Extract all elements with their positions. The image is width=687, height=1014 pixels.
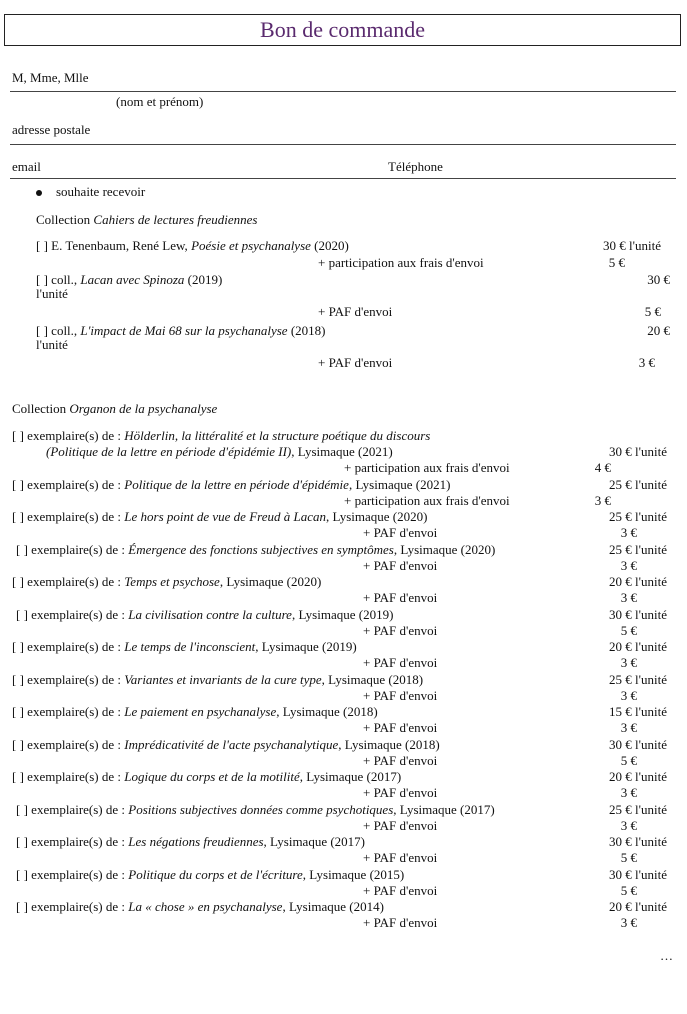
item-price: 15 € l'unité (609, 704, 667, 719)
civility-label: M, Mme, Mlle (12, 70, 89, 85)
item-price: 30 € (647, 272, 670, 287)
shipping-label: + PAF d'envoi (318, 355, 393, 370)
item-title: La civilisation contre la culture (128, 606, 292, 622)
order-row-continued (46, 444, 393, 460)
order-row (16, 899, 384, 915)
item-price: 20 € l'unité (609, 769, 667, 784)
shipping-label: + PAF d'envoi (363, 882, 438, 898)
collection1-name: Cahiers de lectures freudiennes (93, 212, 258, 227)
item-price: 25 € l'unité (609, 509, 667, 524)
item-prefix: exemplaire(s) de : (23, 671, 125, 687)
bullet-icon (36, 190, 42, 196)
address-line[interactable] (10, 144, 676, 145)
order-row (16, 867, 404, 883)
item-title: Le temps de l'inconscient (124, 639, 256, 654)
item-title: La « chose » en psychanalyse (128, 899, 283, 914)
item-prefix: exemplaire(s) de : (27, 541, 129, 557)
item-prefix: exemplaire(s) de : (23, 574, 125, 589)
item-title: Temps et psychose (124, 574, 220, 589)
quantity-field[interactable]: [ ] (12, 736, 24, 752)
item-publisher: , Lysimaque (2018) (338, 736, 440, 752)
item-publisher: (2020) (310, 238, 349, 253)
shipping-price: 3 € (620, 687, 637, 703)
item-prefix: exemplaire(s) de : (27, 801, 129, 817)
quantity-field[interactable]: [ ] (12, 476, 24, 492)
shipping-label: + PAF d'envoi (363, 525, 438, 540)
item-price: 25 € l'unité (609, 671, 667, 687)
email-label: email (12, 159, 41, 174)
collection2-heading: Collection Organon de la psychanalyse (12, 401, 218, 416)
shipping-label: + PAF d'envoi (363, 785, 438, 800)
shipping-price: 5 € (608, 255, 625, 270)
shipping-label: + PAF d'envoi (363, 817, 438, 833)
shipping-price: 3 € (620, 785, 637, 800)
item-price: 30 € l'unité (609, 736, 667, 752)
item-title: Politique de la lettre en période d'épidémie (124, 476, 349, 492)
item-publisher: , Lysimaque (2019) (291, 606, 394, 622)
item-publisher: , Lysimaque (2017) (263, 834, 366, 849)
item-subtitle: (Politique de la lettre en période d'épidémie II) (46, 444, 292, 459)
item-prefix: exemplaire(s) de : (23, 428, 125, 443)
item-publisher: , Lysimaque (2020) (393, 541, 496, 557)
item-price: 30 € l'unité (609, 866, 667, 882)
shipping-label: + participation aux frais d'envoi (318, 255, 484, 270)
shipping-price: 3 € (620, 915, 637, 930)
order-row (12, 737, 440, 753)
shipping-price: 5 € (644, 304, 661, 319)
wish-row (36, 184, 145, 200)
quantity-field[interactable]: [ ] (16, 801, 28, 817)
order-row (16, 542, 495, 558)
item-prefix: exemplaire(s) de : (27, 606, 129, 622)
order-row (12, 428, 430, 444)
order-row (12, 769, 401, 785)
item-price: 20 € l'unité (609, 899, 667, 914)
title-box (4, 14, 681, 46)
shipping-label: + PAF d'envoi (363, 850, 438, 865)
quantity-field[interactable]: [ ] (12, 574, 24, 589)
item-price: 25 € l'unité (609, 541, 667, 557)
shipping-label: + PAF d'envoi (363, 655, 438, 670)
item-prefix: exemplaire(s) de : (27, 866, 129, 882)
item-title: Le hors point de vue de Freud à Lacan (124, 509, 326, 524)
item-publisher: , Lysimaque (2020) (219, 574, 322, 589)
collection2-name: Organon de la psychanalyse (69, 401, 218, 416)
item-publisher: , Lysimaque (2015) (302, 866, 405, 882)
item-price: 30 € l'unité (609, 444, 667, 459)
item-price: 20 € l'unité (609, 574, 667, 589)
order-row (12, 672, 423, 688)
order-row (16, 607, 393, 623)
quantity-field[interactable]: [ ] (36, 238, 48, 253)
item-prefix: exemplaire(s) de : (23, 509, 125, 524)
item-prefix: exemplaire(s) de : (23, 476, 125, 492)
item-price: 30 € l'unité (609, 834, 667, 849)
item-publisher: , Lysimaque (2021) (291, 444, 393, 459)
item-prefix: exemplaire(s) de : (23, 736, 125, 752)
shipping-price: 5 € (620, 622, 637, 638)
item-prefix: exemplaire(s) de : (23, 704, 125, 719)
item-publisher: , Lysimaque (2017) (393, 801, 495, 817)
quantity-field[interactable]: [ ] (12, 704, 24, 719)
wish-label: souhaite recevoir (56, 184, 146, 199)
quantity-field[interactable]: [ ] (12, 509, 24, 524)
shipping-label: + PAF d'envoi (363, 687, 438, 703)
order-row (12, 477, 450, 493)
item-title: L'impact de Mai 68 sur la psychanalyse (80, 323, 288, 338)
item-price: 20 € (647, 323, 670, 338)
shipping-price: 4 € (594, 460, 611, 475)
quantity-field[interactable]: [ ] (16, 866, 28, 882)
item-price: 30 € l'unité (609, 606, 667, 622)
item-title: Lacan avec Spinoza (80, 272, 185, 287)
shipping-price: 5 € (620, 850, 637, 865)
item-title: Logique du corps et de la motilité (124, 769, 300, 784)
item-price: 25 € l'unité (609, 801, 667, 817)
collection1-heading: Collection Cahiers de lectures freudiennes (36, 212, 258, 227)
shipping-price: 3 € (620, 590, 637, 605)
item-publisher: , Lysimaque (2014) (282, 899, 384, 914)
shipping-price: 3 € (594, 492, 611, 508)
quantity-field[interactable]: [ ] (16, 606, 28, 622)
quantity-field[interactable]: [ ] (16, 541, 28, 557)
item-author: coll., (47, 272, 81, 287)
item-publisher: , Lysimaque (2018) (276, 704, 378, 719)
order-row (36, 238, 349, 254)
item-title: Variantes et invariants de la cure type (124, 671, 322, 687)
order-row (36, 323, 326, 339)
order-row (12, 509, 427, 525)
shipping-price: 5 € (620, 752, 637, 768)
quantity-field[interactable]: [ ] (12, 671, 24, 687)
item-title: Politique du corps et de l'écriture (128, 866, 303, 882)
quantity-field[interactable]: [ ] (12, 428, 24, 443)
item-prefix: exemplaire(s) de : (27, 899, 129, 914)
shipping-label: + PAF d'envoi (363, 752, 438, 768)
item-author: coll., (47, 323, 81, 338)
shipping-label: + PAF d'envoi (318, 304, 393, 319)
order-row (16, 802, 495, 818)
item-publisher: , Lysimaque (2019) (255, 639, 357, 654)
shipping-price: 5 € (620, 882, 637, 898)
item-prefix: exemplaire(s) de : (23, 769, 125, 784)
item-price: 30 € l'unité (603, 238, 661, 253)
item-publisher: , Lysimaque (2021) (348, 476, 451, 492)
shipping-label: + participation aux frais d'envoi (344, 460, 510, 475)
shipping-label: + PAF d'envoi (363, 720, 438, 735)
shipping-label: + participation aux frais d'envoi (344, 492, 510, 508)
shipping-price: 3 € (620, 655, 637, 670)
shipping-price: 3 € (620, 817, 637, 833)
item-publisher: , Lysimaque (2020) (325, 509, 428, 524)
order-row (16, 834, 365, 850)
shipping-price: 3 € (620, 557, 637, 573)
item-title: Hölderlin, la littéralité et la structure poétique du discours (124, 428, 431, 443)
continuation-mark: … (660, 948, 673, 963)
quantity-field[interactable]: [ ] (16, 899, 28, 914)
name-hint: (nom et prénom) (116, 94, 204, 109)
item-title: Les négations freudiennes (128, 834, 264, 849)
shipping-label: + PAF d'envoi (363, 915, 438, 930)
shipping-price: 3 € (620, 720, 637, 735)
item-author: E. Tenenbaum, René Lew, (47, 238, 192, 253)
quantity-field[interactable]: [ ] (36, 323, 48, 338)
item-price: 25 € l'unité (609, 476, 667, 492)
item-title: Positions subjectives données comme psychotiques (128, 801, 394, 817)
quantity-field[interactable]: [ ] (36, 272, 48, 287)
item-publisher: , Lysimaque (2017) (299, 769, 402, 784)
shipping-price: 3 € (638, 355, 655, 370)
item-title: Le paiement en psychanalyse (124, 704, 277, 719)
shipping-label: + PAF d'envoi (363, 590, 438, 605)
item-publisher: , Lysimaque (2018) (321, 671, 424, 687)
phone-label: Téléphone (388, 159, 443, 174)
item-prefix: exemplaire(s) de : (27, 834, 129, 849)
item-price: 20 € l'unité (609, 639, 667, 654)
item-price-unit: l'unité (36, 337, 68, 352)
order-row (12, 574, 321, 590)
address-label: adresse postale (12, 122, 91, 137)
name-line[interactable] (10, 91, 676, 92)
quantity-field[interactable]: [ ] (12, 769, 24, 784)
quantity-field[interactable]: [ ] (12, 639, 24, 654)
order-row (12, 639, 357, 655)
order-row (12, 704, 378, 720)
quantity-field[interactable]: [ ] (16, 834, 28, 849)
item-publisher: (2019) (184, 272, 223, 287)
shipping-label: + PAF d'envoi (363, 622, 438, 638)
item-publisher: (2018) (287, 323, 326, 338)
item-prefix: exemplaire(s) de : (23, 639, 125, 654)
item-price-unit: l'unité (36, 286, 68, 301)
shipping-price: 3 € (620, 525, 637, 540)
item-title: Poésie et psychanalyse (191, 238, 311, 253)
contact-line[interactable] (10, 178, 676, 179)
item-title: Imprédicativité de l'acte psychanalytique (124, 736, 339, 752)
shipping-label: + PAF d'envoi (363, 557, 438, 573)
page-title: Bon de commande (260, 17, 425, 42)
item-title: Émergence des fonctions subjectives en symptômes (128, 541, 394, 557)
